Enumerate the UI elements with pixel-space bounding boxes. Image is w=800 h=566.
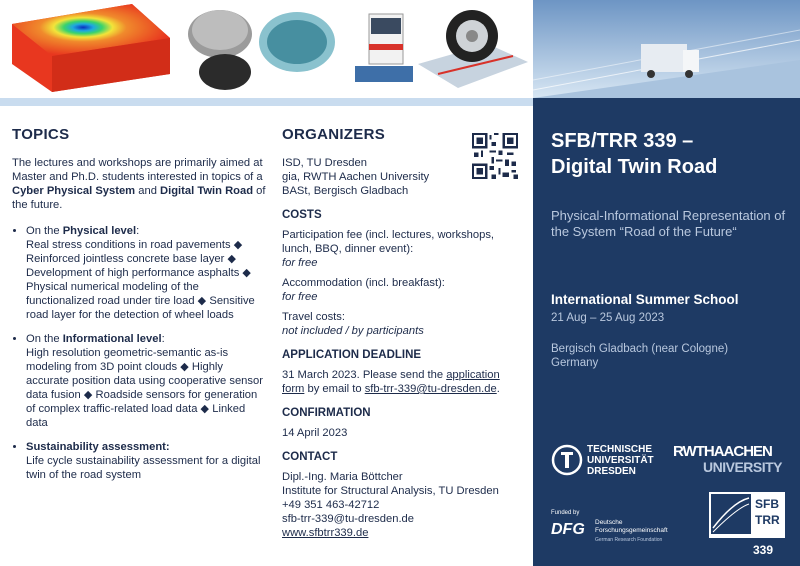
svg-text:German Research Foundation: German Research Foundation bbox=[595, 537, 663, 543]
topics-list bbox=[12, 224, 267, 482]
intro-text-and: and bbox=[135, 185, 161, 197]
svg-text:Forschungsgemeinschaft: Forschungsgemeinschaft bbox=[595, 527, 668, 534]
confirmation-heading: CONFIRMATION bbox=[282, 407, 371, 419]
panel-title-line-2: Digital Twin Road bbox=[551, 156, 718, 178]
sustainability-label: Sustainability assessment: bbox=[26, 441, 170, 453]
fee-value: for free bbox=[282, 257, 318, 269]
physical-post: : bbox=[136, 225, 140, 237]
dfg-logo bbox=[551, 510, 668, 543]
contact-phone: +49 351 463-42712 bbox=[282, 499, 380, 511]
organizers-column bbox=[282, 128, 522, 540]
summer-school-heading: International Summer School bbox=[551, 292, 739, 307]
fee-label: Participation fee (incl. lectures, workshops, lunch, BBQ, dinner event): bbox=[282, 229, 495, 255]
intro-text: The lectures and workshops are primarily aimed at Master and Ph.D. students interested in topics of a bbox=[12, 157, 263, 183]
deadline-text bbox=[282, 368, 522, 396]
summer-school-location bbox=[551, 342, 728, 370]
info-pre: On the bbox=[26, 333, 63, 345]
organizer-line: gia, RWTH Aachen University bbox=[282, 171, 430, 183]
summer-school-dates: 21 Aug – 25 Aug 2023 bbox=[551, 312, 665, 324]
physical-label: Physical level bbox=[62, 225, 137, 237]
sustainability-text: Life cycle sustainability assessment for a digital twin of the road system bbox=[26, 455, 261, 481]
sfb-trr-339-logo bbox=[709, 492, 785, 560]
svg-text:Deutsche: Deutsche bbox=[595, 519, 623, 526]
qr-code bbox=[472, 133, 518, 179]
svg-text:SFB: SFB bbox=[755, 497, 779, 511]
contact-heading: CONTACT bbox=[282, 451, 338, 463]
topics-column bbox=[12, 128, 267, 492]
header-band bbox=[0, 98, 533, 106]
info-post: : bbox=[161, 333, 165, 345]
svg-text:TRR: TRR bbox=[755, 513, 780, 527]
title-panel bbox=[533, 106, 800, 566]
organizer-line: ISD, TU Dresden bbox=[282, 157, 367, 169]
confirmation-date: 14 April 2023 bbox=[282, 427, 348, 439]
list-item-informational bbox=[26, 332, 267, 430]
panel-title bbox=[551, 128, 717, 180]
tu-dresden-logo bbox=[553, 444, 654, 477]
intro-text-end: of the future. bbox=[12, 185, 266, 211]
organizer-line: BASt, Bergisch Gladbach bbox=[282, 185, 409, 197]
intro-bold-dtr: Digital Twin Road bbox=[160, 185, 254, 197]
svg-text:DRESDEN: DRESDEN bbox=[587, 466, 636, 477]
svg-text:Funded by: Funded by bbox=[551, 510, 580, 516]
contact-email[interactable]: sfb-trr-339@tu-dresden.de bbox=[282, 513, 414, 525]
costs-heading: COSTS bbox=[282, 209, 322, 221]
travel-value: not included / by participants bbox=[282, 325, 424, 337]
deadline-email-link[interactable]: sfb-trr-339@tu-dresden.de bbox=[364, 383, 497, 395]
svg-text:UNIVERSITY: UNIVERSITY bbox=[703, 459, 783, 475]
header-band-dark bbox=[533, 98, 800, 106]
panel-subtitle: Physical-Informational Representation of the System “Road of the Future“ bbox=[551, 208, 786, 239]
header-image-strip bbox=[0, 0, 800, 98]
topics-intro bbox=[12, 156, 267, 212]
application-form-link[interactable]: application form bbox=[282, 369, 500, 395]
intro-bold-cps: Cyber Physical System bbox=[12, 185, 136, 197]
tire-on-road-image bbox=[418, 4, 528, 92]
stress-field-image bbox=[12, 4, 170, 92]
pore-network-image bbox=[255, 4, 340, 92]
svg-text:UNIVERSITÄT: UNIVERSITÄT bbox=[587, 455, 654, 466]
panel-title-line-1: SFB/TRR 339 – bbox=[551, 130, 694, 152]
svg-text:339: 339 bbox=[753, 543, 774, 557]
svg-text:DFG: DFG bbox=[551, 521, 585, 538]
location-line-2: Germany bbox=[551, 357, 599, 369]
truck-highway-image bbox=[533, 0, 800, 98]
rwth-aachen-logo bbox=[673, 443, 783, 475]
info-label: Informational level bbox=[62, 333, 162, 345]
list-item-physical bbox=[26, 224, 267, 322]
organizers-heading: ORGANIZERS bbox=[282, 126, 386, 143]
deadline-heading: APPLICATION DEADLINE bbox=[282, 349, 422, 361]
deadline-text-1: 31 March 2023. Please send the bbox=[282, 369, 447, 381]
topics-heading: TOPICS bbox=[12, 126, 70, 143]
contact-institute: Institute for Structural Analysis, TU Dresden bbox=[282, 485, 499, 497]
accommodation-label: Accommodation (incl. breakfast): bbox=[282, 277, 445, 289]
location-line-1: Bergisch Gladbach (near Cologne) bbox=[551, 343, 729, 355]
partner-logos bbox=[533, 432, 800, 566]
deadline-text-2: by email to bbox=[304, 383, 365, 395]
deadline-text-3: . bbox=[496, 383, 500, 395]
contact-name: Dipl.-Ing. Maria Böttcher bbox=[282, 471, 403, 483]
vehicle-on-scale-image bbox=[355, 4, 413, 92]
physical-text: Real stress conditions in road pavements ◆ Reinforced jointless concrete base layer ◆ Development of high performance asphalts ◆ Physical numerical modeling of the functionalized road under tire load ◆ Sensitive road layer for the detection of wheel loads bbox=[26, 239, 255, 321]
accommodation-value: for free bbox=[282, 291, 318, 303]
travel-label: Travel costs: bbox=[282, 311, 345, 323]
svg-text:RWTHAACHEN: RWTHAACHEN bbox=[673, 443, 772, 460]
concrete-core-image bbox=[185, 4, 255, 92]
physical-pre: On the bbox=[26, 225, 63, 237]
info-text: High resolution geometric-semantic as-is modeling from 3D point clouds ◆ Highly accurate position data using cooperative sensor data fusion ◆ Roadside sensors for generation of complex traffic-related load data ◆ Linked data bbox=[26, 347, 263, 429]
contact-website-link[interactable]: www.sfbtrr339.de bbox=[282, 527, 369, 539]
list-item-sustainability bbox=[26, 440, 267, 482]
svg-text:TECHNISCHE: TECHNISCHE bbox=[587, 444, 653, 455]
